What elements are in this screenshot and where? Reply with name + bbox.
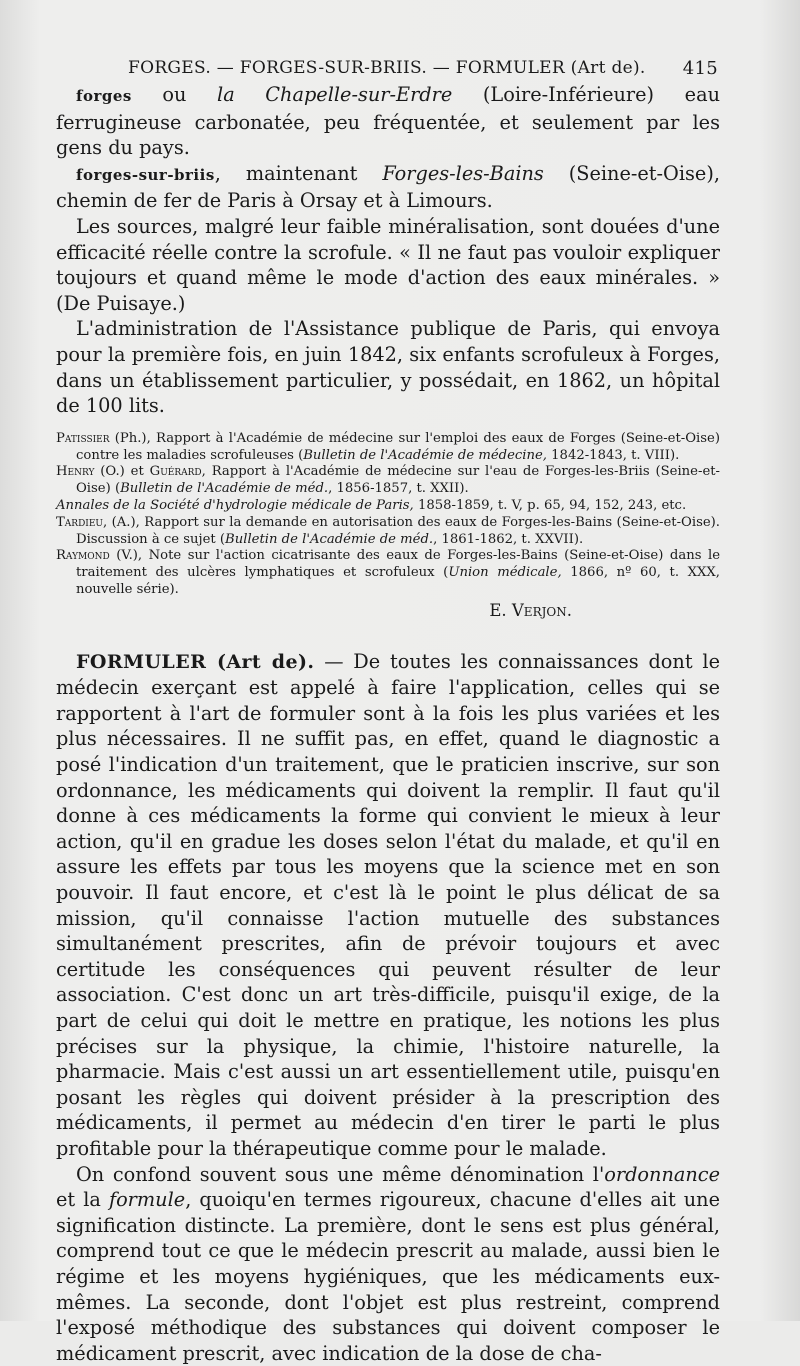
place-name: la Chapelle-sur-Erdre	[217, 83, 453, 106]
ref-text: , (A.), Rapport sur la demande en autorisation des eaux de Forges-les-Bains (Seine-et-Oise). Discussion à ce sujet (	[76, 514, 720, 547]
headword-formuler: FORMULER (Art de).	[76, 650, 315, 673]
ref-author: Tardieu	[56, 514, 103, 530]
ref-title: Bulletin de l'Académie de méd.	[225, 531, 434, 547]
entry-forges-sur-briis	[56, 161, 720, 214]
headword-forges: forges	[76, 87, 132, 105]
reference-item	[56, 464, 720, 498]
entry-formuler	[56, 649, 720, 1162]
reference-item	[56, 431, 720, 465]
ref-text: (V.), Note sur l'action cicatrisante des eaux de Forges-les-Bains (Seine-et-Oise) dans le traitement des ulcères lymphatiques et scrofuleux (	[76, 548, 720, 581]
paragraph-administration: L'administration de l'Assistance publique de Paris, qui envoya pour la première fois, en juin 1842, six enfants scrofuleux à Forges, dans un établissement particulier, y possédait, en 1862, un hôpital de 100 lits.	[56, 317, 720, 418]
bibliography	[56, 431, 720, 599]
signature-initial: E.	[489, 600, 512, 620]
ref-text: (Ph.), Rapport à l'Académie de médecine sur l'emploi des eaux de Forges (Seine-et-Oise) contre les maladies scrofuleuses (	[76, 430, 720, 463]
text-column	[56, 52, 720, 1366]
paragraph-sources: Les sources, malgré leur faible minéralisation, sont douées d'une efficacité réelle contre la scrofule. « Il ne faut pas vouloir expliquer toujours et quand même le mode d'action des eaux minérales. » (De Puisaye.)	[56, 214, 720, 315]
ref-author: Henry	[56, 464, 95, 480]
ref-text: , 1861-1862, t. XXVII).	[433, 531, 584, 547]
ref-text: 1866, nº 60, t. XXX, nouvelle série).	[76, 565, 720, 597]
signature-name: Verjon.	[511, 600, 572, 620]
ref-title: Bulletin de l'Académie de médecine,	[303, 447, 547, 463]
ref-text: (O.) et	[94, 464, 150, 480]
ref-title: Annales de la Société d'hydrologie médicale de Paris,	[56, 497, 414, 513]
entry-text: , quoiqu'en termes rigoureux, chacune d'elles ait une signification distincte. La première, dont le sens est plus général, comprend tout ce que le médecin prescrit au malade, aussi bien le régime et les moyens hygiéniques, que les médicaments eux-mêmes. La seconde, dont l'objet est plus restreint, comprend l'exposé méthodique des substances qui doivent composer le médicament prescrit, avec indication de la dose de cha-	[56, 1188, 720, 1365]
entry-text: et la	[56, 1188, 109, 1212]
paragraph-ordonnance	[56, 1162, 720, 1366]
entry-text: (Seine-et-Oise), chemin de fer de Paris à Orsay et à Limours.	[56, 161, 720, 213]
entry-forges	[56, 82, 720, 161]
ref-author-2: Guérard	[149, 464, 202, 480]
entry-text: , maintenant	[214, 161, 383, 185]
reference-item	[56, 548, 720, 598]
reference-item	[56, 515, 720, 549]
term-ordonnance: ordonnance	[604, 1162, 720, 1186]
ref-text: , 1856-1857, t. XXII).	[328, 481, 469, 497]
ref-title: Union médicale,	[448, 565, 562, 581]
ref-title: Bulletin de l'Académie de méd.	[120, 481, 329, 497]
ref-text: 1858-1859, t. V, p. 65, 94, 152, 243, etc.	[413, 497, 687, 513]
place-name: Forges-les-Bains	[382, 161, 544, 185]
entry-text: — De toutes les connaissances dont le médecin exerçant est appelé à faire l'application, celles qui se rapportent à l'art de formuler sont à la fois les plus variées et les plus nécessaires. Il ne suffit pas, en effet, quand le diagnostic a posé l'indication d'un traitement, que le praticien inscrive, sur son ordonnance, les médicaments qui doivent la remplir. Il faut qu'il donne à ces médicaments la forme qui convient le mieux à leur action, qu'il en gradue les doses selon l'état du malade, et qu'il en assure les effets par tous les moyens que la science met en son pouvoir. Il faut encore, et c'est là le point le plus délicat de sa mission, qu'il connaisse l'action mutuelle des substances simultanément prescrites, afin de prévoir toujours et avec certitude les conséquences qui peuvent résulter de leur association. C'est donc un art très-difficile, puisqu'il exige, de la part de celui qui doit le mettre en pratique, les notions les plus précises sur la physique, la chimie, l'histoire naturelle, la pharmacie. Mais c'est aussi un art essentiellement utile, puisqu'en posant les règles qui doivent présider à la prescription des médicaments, il permet au médecin d'en tirer le parti le plus profitable pour la thérapeutique comme pour le malade.	[56, 649, 720, 1160]
entry-text: ou	[131, 83, 218, 106]
ref-author: Raymond	[56, 548, 110, 564]
ref-author: Patissier	[56, 430, 110, 446]
page-number: 415	[682, 58, 718, 79]
section-gap	[56, 631, 720, 649]
running-head	[56, 52, 720, 82]
entry-text: On confond souvent sous une même dénomination l'	[76, 1162, 605, 1186]
author-signature	[56, 601, 720, 631]
ref-text: 1842-1843, t. VIII).	[546, 447, 680, 463]
entry-text: (Loire-Inférieure) eau ferrugineuse carbonatée, peu fréquentée, et seulement par les gens du pays.	[56, 83, 720, 160]
headword-forges-sur-briis: forges-sur-briis	[76, 165, 215, 184]
running-title: FORGES. — FORGES-SUR-BRIIS. — FORMULER (Art de).	[128, 58, 646, 78]
reference-item	[56, 498, 720, 515]
term-formule: formule	[108, 1188, 186, 1212]
ref-text: , Rapport à l'Académie de médecine sur l'eau de Forges-les-Briis (Seine-et-Oise) (	[76, 464, 720, 497]
